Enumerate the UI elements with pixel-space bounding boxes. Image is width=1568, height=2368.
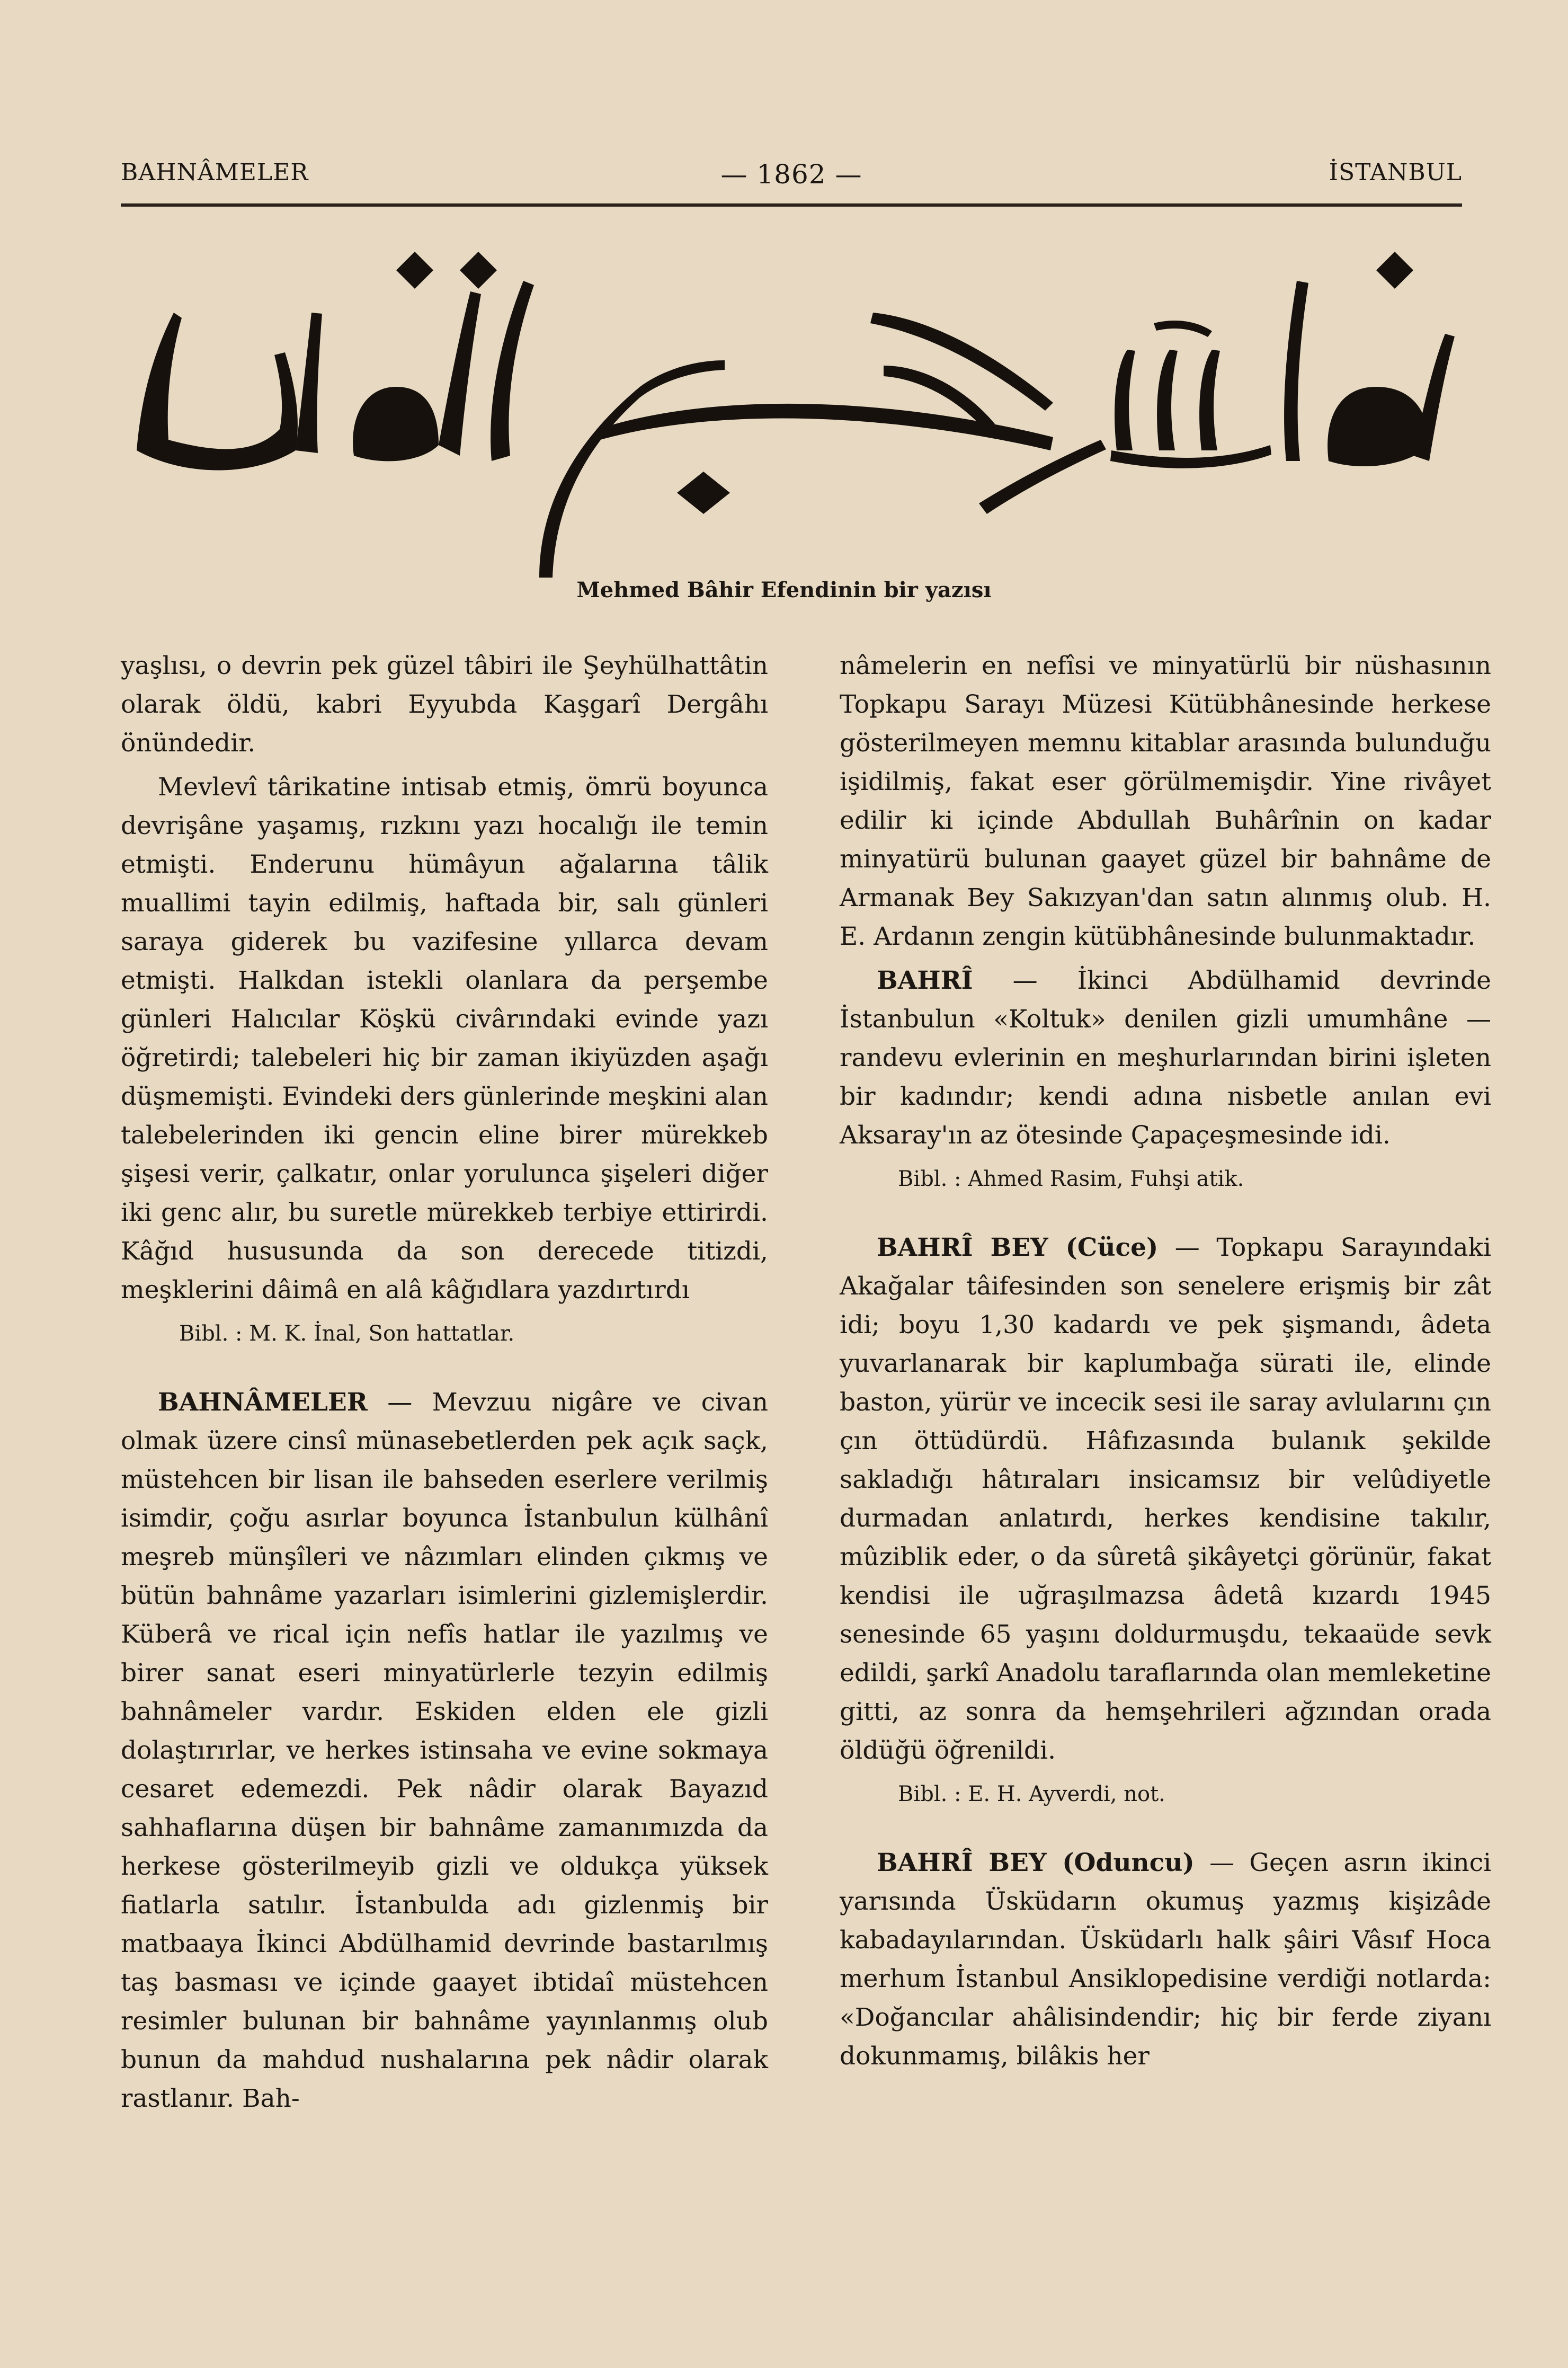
entry-title: BAHRÎ BEY (Cüce) (877, 1233, 1159, 1262)
paragraph: nâmelerin en nefîsi ve minyatürlü bir nüshasının Topkapu Sarayı Müzesi Kütübhânesinde herkese gösterilmeyen memnu kitablar arasında bulunduğu işidilmiş, fakat eser görülmemişdir. Yine rivâyet edilir ki içinde Abdullah Buhârînin on kadar minyatürü bulunan gaayet güzel bir bahnâme de Armanak Bey Sakızyan'dan satın alınmış olub. H. E. Ardanın zengin kütübhânesinde bulunmaktadır. (840, 651, 1491, 951)
header-right: İSTANBUL (1329, 159, 1462, 186)
paragraph: yaşlısı, o devrin pek güzel tâbiri ile Şeyhülhattâtin olarak öldü, kabri Eyyubda Kaşgarî Dergâhı önündedir. (121, 651, 768, 758)
entry-title: BAHNÂMELER (158, 1388, 368, 1417)
header-left: BAHNÂMELER (121, 159, 309, 186)
right-column (840, 646, 1491, 2081)
entry-title: BAHRÎ BEY (Oduncu) (877, 1848, 1195, 1877)
entry-text: — Geçen asrın ikinci yarısında Üsküdarın okumuş yazmış kişizâde kabadayılarından. Üsküdarlı halk şâiri Vâsıf Hoca merhum İstanbul Ansiklopedisine verdiği notlarda: «Doğancılar ahâlisindendir; hiç bir ferde ziyanı dokunmamış, bilâkis her (840, 1848, 1491, 2071)
entry-bahnameler (121, 1383, 768, 2118)
paragraph: Mevlevî târikatine intisab etmiş, ömrü boyunca devrişâne yaşamış, rızkını yazı hocalığı ile temin etmişti. Enderunu hümâyun ağalarına tâlik muallimi tayin edilmiş, haftada bir, salı günleri saraya giderek bu vazifesine yıllarca devam etmişti. Halkdan istekli olanlara da perşembe günleri Halıcılar Köşkü civârındaki evinde yazı öğretirdi; talebeleri hiç bir zaman ikiyüzden aşağı düşmemişti. Evindeki ders günlerinde meşkini alan talebelerinden iki gencin eline birer mürekkeb şişesi verir, çalkatır, onlar yorulunca şişeleri diğer iki genc alır, bu suretle mürekkeb terbiye ettirirdi. Kâğıd hususunda da son derecede titizdi, meşklerini dâimâ en alâ kâğıdlara yazdırtırdı (121, 773, 768, 1305)
header-rule (121, 203, 1462, 207)
bibliography: Bibl. : M. K. İnal, Son hattatlar. (179, 1322, 515, 1346)
entry-text: — Mevzuu nigâre ve civan olmak üzere cinsî münasebetlerden pek açık saçk, müstehcen bir lisan ile bahseden eserlere verilmiş isimdir, çoğu asırlar boyunca İstanbulun külhânî meşreb münşîleri ve nâzımları elinden çıkmış ve bütün bahnâme yazarları isimlerini gizlemişlerdir. Küberâ ve rical için nefîs hatlar ile yazılmış ve birer sanat eseri minyatürlerle tezyin edilmiş bahnâmeler vardır. Eskiden elden ele gizli dolaştırırlar, ve herkes istinsaha ve evine sokmaya cesaret edemezdi. Pek nâdir olarak Bayazıd sahhaflarına düşen bir bahnâme zamanımızda da herkese gösterilmeyib gizli ve oldukça yüksek fiatlarla satılır. İstanbulda adı gizlenmiş bir matbaaya İkinci Abdülhamid devrinde bastarılmış taş basması ve içinde gaayet ibtidaî müstehcen resimler bulunan bir bahnâme yayınlanmış olub bunun da mahdud nushalarına pek nâdir olarak rastlanır. Bah- (121, 1388, 768, 2113)
running-header (121, 159, 1462, 201)
entry-text: — Topkapu Sarayındaki Akağalar tâifesinden son senelere erişmiş bir zât idi; boyu 1,30 kadardı ve pek şişmandı, âdeta yuvarlanarak bir kaplumbağa sürati ile, elinde baston, yürür ve incecik sesi ile saray avlularını çın çın öttüdürdü. Hâfızasında bulanık şekilde sakladığı hâtıraları insicamsız bir velûdiyetle durmadan anlatırdı, herkes kendisine takılır, mûziblik eder, o da sûretâ şikâyetçi görünür, fakat kendisi ile uğraşılmazsa âdetâ kızardı 1945 senesinde 65 yaşını doldurmuşdu, tekaaüde sevk edildi, şarkî Anadolu taraflarında olan memleketine gitti, az sonra da hemşehrileri ağzından orada öldüğü öğrenildi. (840, 1233, 1491, 1765)
bibliography: Bibl. : Ahmed Rasim, Fuhşi atik. (898, 1167, 1244, 1191)
calligraphy-illustration (121, 228, 1462, 583)
entry-bahri-bey-cuce (840, 1228, 1491, 1770)
entry-title: BAHRÎ (877, 966, 973, 995)
entry-text: — İkinci Abdülhamid devrinde İstanbulun «Koltuk» denilen gizli umumhâne —randevu evlerinin en meşhurlarından birini işleten bir kadındır; kendi adına nisbetle anılan evi Aksaray'ın az ötesinde Çapaçeşmesinde idi. (840, 966, 1491, 1150)
entry-bahri (840, 961, 1491, 1155)
figure-caption: Mehmed Bâhir Efendinin bir yazısı (576, 578, 992, 602)
entry-bahri-bey-oduncu (840, 1843, 1491, 2076)
bibliography: Bibl. : E. H. Ayverdi, not. (898, 1782, 1165, 1806)
left-column (121, 646, 768, 2123)
page-number: — 1862 — (720, 159, 862, 190)
